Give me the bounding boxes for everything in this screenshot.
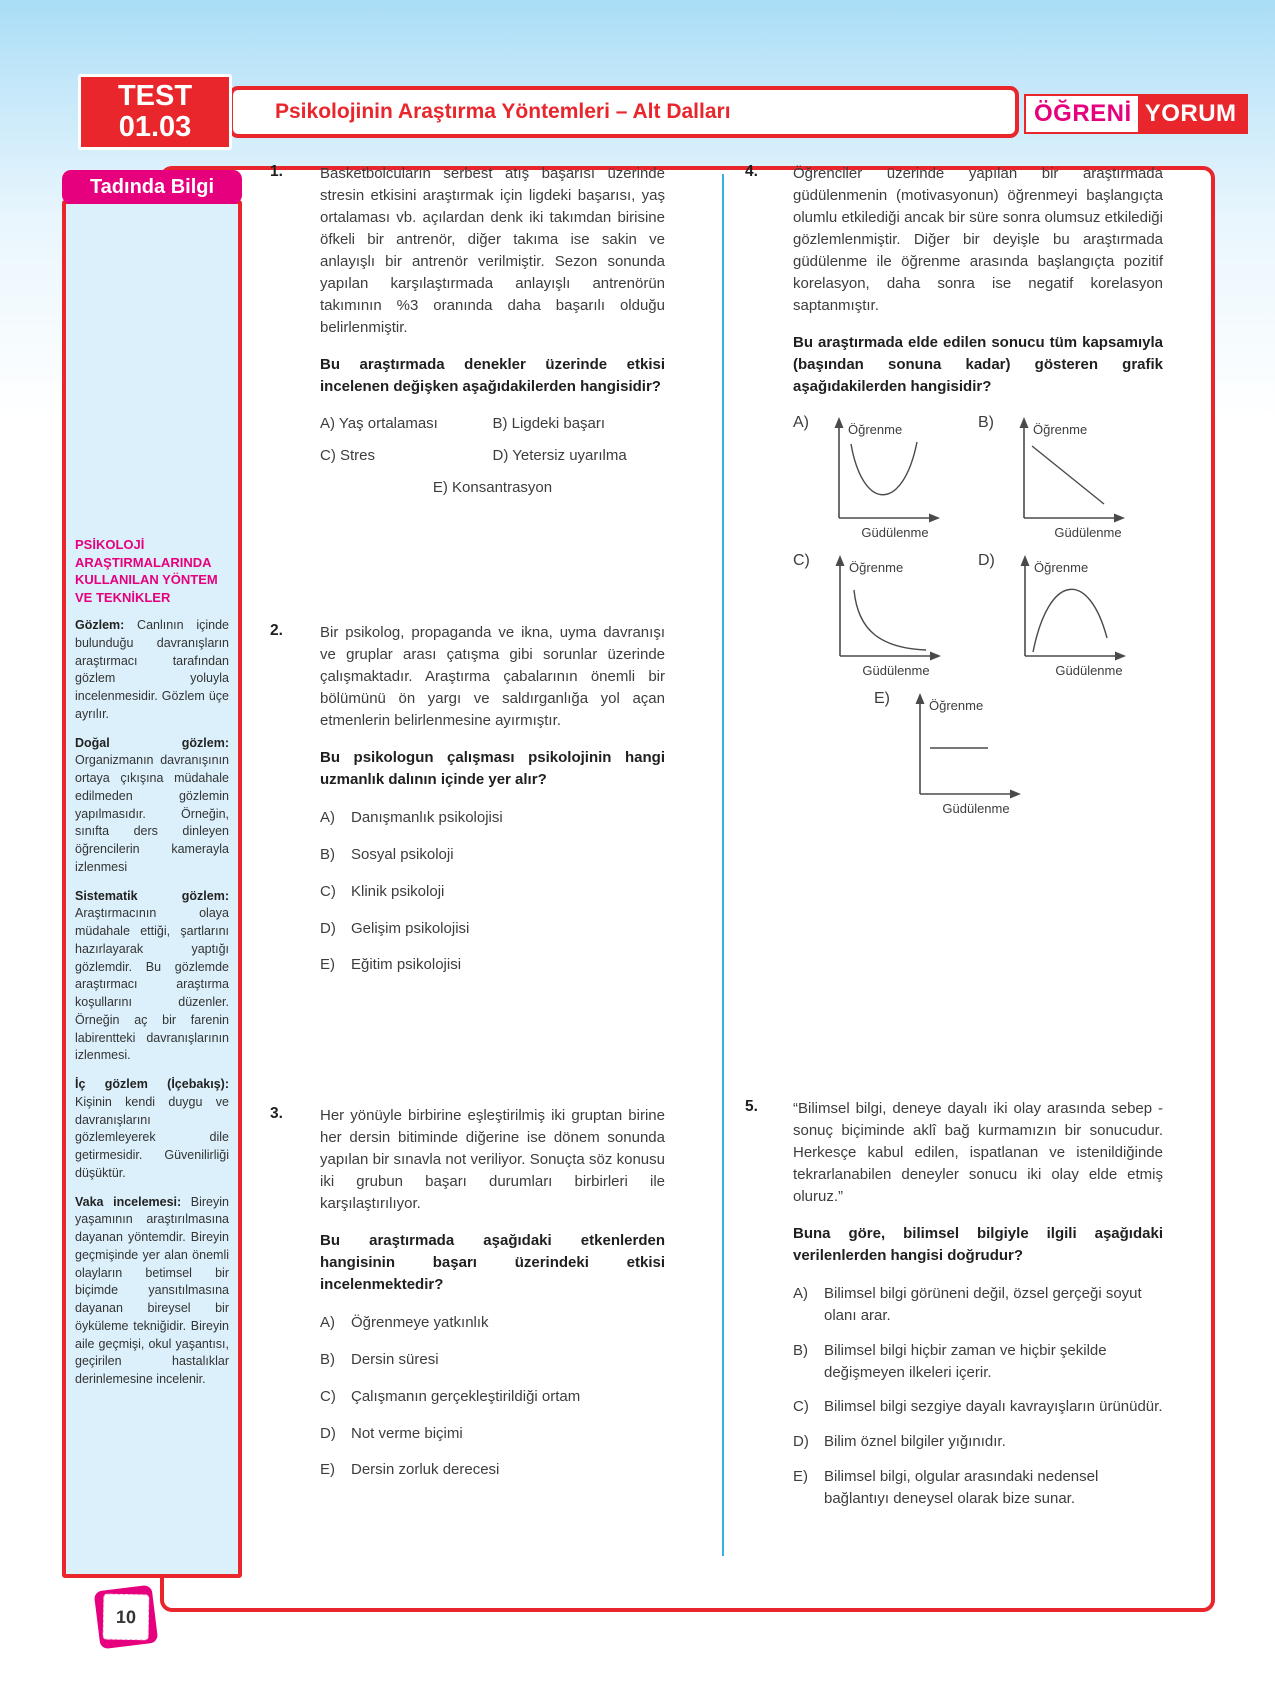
question-2-number: 2.	[270, 622, 283, 639]
u-curve-graph	[811, 412, 971, 542]
question-3	[270, 1105, 665, 1496]
svg-text:Güdülenme: Güdülenme	[862, 663, 930, 679]
question-1-options	[320, 415, 665, 496]
option-b: B) Bilimsel bilgi hiçbir zaman ve hiçbir şekilde değişmeyen ilkeleri içerir.	[793, 1341, 1107, 1381]
question-2	[270, 622, 665, 991]
option-e: E) Konsantrasyon	[432, 479, 553, 497]
option-e: E) Dersin zorluk derecesi	[320, 1461, 500, 1479]
question-1-number: 1.	[270, 163, 283, 180]
question-2-stem: Bu psikologun çalışması psikolojinin hangi uzmanlık dalının içinde yer alır?	[320, 749, 665, 789]
declining-line-graph	[996, 412, 1156, 542]
question-4-stem: Bu araştırmada elde edilen sonucu tüm kapsamıyla (başından sonuna kadar) gösteren grafik aşağıdakilerden hangisidir?	[793, 334, 1163, 396]
brand-part-2: YORUM	[1138, 96, 1246, 132]
svg-text:Öğrenme: Öğrenme	[929, 698, 984, 714]
question-1-stem: Bu araştırmada denekler üzerinde etkisi incelenen değişken aşağıdakilerden hangisidir?	[320, 356, 665, 396]
title-bar	[229, 86, 1019, 138]
option-a: A) Danışmanlık psikolojisi	[320, 809, 503, 827]
sidebar-panel	[62, 200, 242, 1578]
sidebar-tab-label: Tadında Bilgi	[89, 175, 215, 198]
question-3-stem: Bu araştırmada aşağıdaki etkenlerden hangisinin başarı üzerindeki etkisi incelenmektedir?	[320, 1232, 665, 1294]
svg-text:Öğrenme: Öğrenme	[1033, 560, 1089, 576]
graph-option-a: A) Öğrenme Güdülenme	[793, 412, 978, 542]
question-4-number: 4.	[745, 163, 758, 180]
question-5-stem: Buna göre, bilimsel bilgiyle ilgili aşağıdaki verilenlerden hangisi doğrudur?	[793, 1225, 1163, 1265]
sidebar-paragraph: Vaka incelemesi: Bireyin yaşamının araştırılmasına dayanan yöntemdir. Bireyin geçmişinde yer alan önemli olayların betimsel bir biçimde yansıtılmasına dayanan bireysel bir öyküleme tekniğidir. Bireyin aile geçmişi, okul yaşantısı, geçirilen hastalıklar derinlemesine incelenir.	[75, 1194, 229, 1387]
graph-option-e: E) Öğrenme Güdülenme	[874, 688, 1052, 818]
question-4-text: Öğrenciler üzerinde yapılan bir araştırmada güdülenmenin (motivasyonun) öğrenmeyi başlangıçta olumlu etkilediği ancak bir süre sonra olumsuz etkilediği gözlemlenmiştir. Diğer bir deyişle bu araştırmada güdülenme ile öğrenme arasında başlangıçta pozitif korelasyon, daha sonra ise negatif korelasyon saptanmıştır.	[793, 165, 1163, 315]
page-number: 10	[103, 1594, 150, 1641]
question-5-options	[793, 1283, 1163, 1509]
svg-text:Güdülenme: Güdülenme	[1054, 525, 1122, 541]
question-3-number: 3.	[270, 1105, 283, 1122]
svg-text:Güdülenme: Güdülenme	[1055, 663, 1123, 679]
sidebar-tab	[62, 170, 242, 204]
option-b: B) Ligdeki başarı	[492, 415, 606, 433]
decay-curve-graph	[812, 550, 972, 680]
svg-text:Öğrenme: Öğrenme	[848, 560, 904, 576]
question-4-graphs	[793, 412, 1163, 818]
svg-text:Güdülenme: Güdülenme	[861, 525, 929, 541]
question-4	[745, 163, 1163, 818]
question-1-text: Basketbolcuların serbest atış başarısı üzerinde stresin etkisini araştırmak için ligdeki başarısı, yaş ortalaması vb. açılardan denk iki takımdan birisine öfkeli bir antrenör, diğer takıma ise sakin ve anlayışlı bir antrenör verilmiştir. Sezon sonunda yapılan karşılaştırmada anlayışlı antrenörün takımının %3 oranında daha başarılı olduğu belirlenmiştir.	[320, 165, 665, 337]
option-d: D) Bilim öznel bilgiler yığınıdır.	[793, 1433, 1006, 1451]
option-d: D) Not verme biçimi	[320, 1424, 463, 1442]
question-2-text: Bir psikolog, propaganda ve ikna, uyma davranışı ve gruplar arası çatışma gibi sorunlar üzerinde çalışmaktadır. Araştırma çabalarının önemli bir bölümünü ön yargı ve saldırganlığa yol açan etmenlerin belirlenmesine ayırmıştır.	[320, 624, 665, 730]
option-a: A) Bilimsel bilgi görüneni değil, özsel gerçeği soyut olanı arar.	[793, 1285, 1142, 1325]
option-a: A) Yaş ortalaması	[320, 415, 438, 433]
brand-logo	[1024, 94, 1248, 134]
question-1	[270, 163, 665, 496]
option-d: D) Gelişim psikolojisi	[320, 919, 470, 937]
sidebar-paragraph: Sistematik gözlem: Araştırmacının olaya müdahale ettiği, şartlarını hazırlayarak yaptığı gözlemdir. Bu gözlemde araştırmacı araştırma koşullarını düzenler. Örneğin aç bir farenin labirentteki davranışlarının izlenmesi.	[75, 888, 229, 1063]
option-d: D) Yetersiz uyarılma	[492, 447, 627, 465]
column-divider	[722, 174, 724, 1556]
test-label: TEST	[117, 79, 193, 112]
sidebar-paragraph: Doğal gözlem: Organizmanın davranışının ortaya çıkışına müdahale edilmeden gözlemin yapılmasıdır. Örneğin, sınıfta ders dinleyen öğrencilerin kamerayla izlenmesi	[75, 735, 229, 874]
graph-option-c: C) Öğrenme Güdülenme	[793, 550, 978, 680]
question-5	[745, 1098, 1163, 1522]
svg-text:Öğrenme: Öğrenme	[1033, 422, 1088, 438]
sidebar-paragraph: Gözlem: Canlının içinde bulunduğu davranışların araştırmacı tarafından gözlem yoluyla incelenmesidir. Gözlem üçe ayrılır.	[75, 618, 229, 721]
question-2-options	[320, 807, 665, 976]
question-3-text: Her yönüyle birbirine eşleştirilmiş iki gruptan birine her dersin bitiminde diğerine ise dönem sonunda yapılan bir sınavla not veriliyor. Sonuçta söz konusu iki grubun başarı durumları birbirleri ile karşılaştırılıyor.	[320, 1107, 665, 1213]
option-e: E) Bilimsel bilgi, olgular arasındaki nedensel bağlantıyı deneysel olarak bize sunar.	[793, 1467, 1099, 1507]
page-number-badge	[94, 1585, 159, 1650]
test-number-box	[78, 74, 232, 150]
option-c: C) Stres	[320, 447, 376, 465]
svg-text:Öğrenme: Öğrenme	[848, 422, 903, 438]
page-title: Psikolojinin Araştırma Yöntemleri – Alt Dalları	[275, 100, 731, 123]
inverted-u-graph	[997, 550, 1157, 680]
sidebar-heading: PSİKOLOJİ ARAŞTIRMALARINDA KULLANILAN YÖNTEM VE TEKNİKLER	[75, 537, 218, 605]
graph-option-b: B) Öğrenme Güdülenme	[978, 412, 1163, 542]
question-5-number: 5.	[745, 1098, 758, 1115]
option-a: A) Öğrenmeye yatkınlık	[320, 1314, 489, 1332]
flat-line-graph	[892, 688, 1052, 818]
svg-text:Güdülenme: Güdülenme	[942, 801, 1010, 817]
test-number: 01.03	[118, 111, 192, 143]
question-3-options	[320, 1312, 665, 1481]
option-c: C) Çalışmanın gerçekleştirildiği ortam	[320, 1387, 581, 1405]
graph-option-d: D) Öğrenme Güdülenme	[978, 550, 1163, 680]
option-b: B) Dersin süresi	[320, 1351, 439, 1369]
option-c: C) Bilimsel bilgi sezgiye dayalı kavrayışların ürünüdür.	[793, 1398, 1163, 1416]
sidebar-paragraph: İç gözlem (İçebakış): Kişinin kendi duygu ve davranışlarını gözlemleyerek dile getirmesidir. Güvenilirliği düşüktür.	[75, 1077, 229, 1180]
option-e: E) Eğitim psikolojisi	[320, 956, 462, 974]
option-b: B) Sosyal psikoloji	[320, 846, 454, 864]
question-5-text: “Bilimsel bilgi, deneye dayalı iki olay arasında sebep - sonuç biçiminde aklî bağ kurmamızın bir sonucudur. Herkesçe kabul edilen, ispatlanan ve istenildiğinde tekrarlanabilen deneyler sonucu iki olay elde etmiş oluruz.”	[793, 1100, 1163, 1206]
option-c: C) Klinik psikoloji	[320, 882, 445, 900]
brand-part-1: ÖĞRENİ	[1026, 96, 1138, 132]
